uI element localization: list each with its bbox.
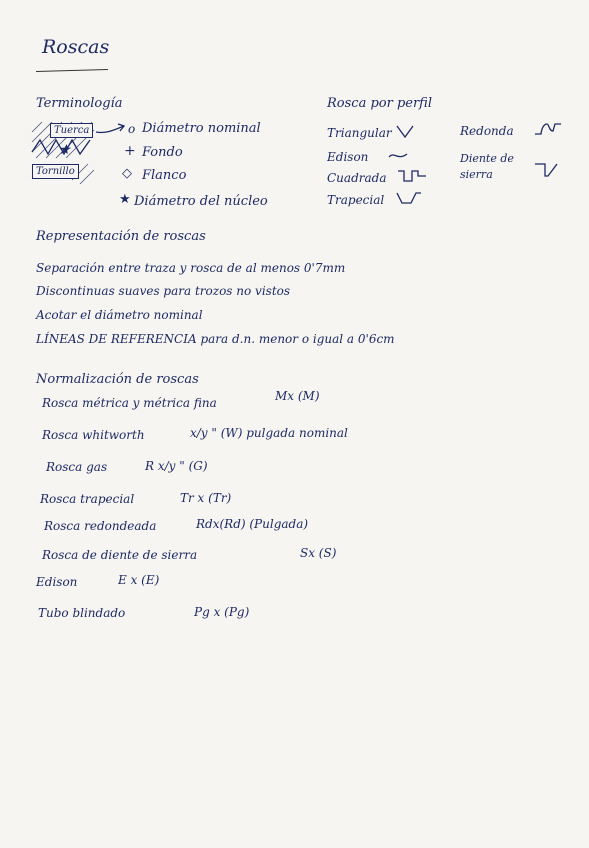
perfil-trapecial: Trapecial: [327, 193, 385, 207]
norm-name-metrica: Rosca métrica y métrica fina: [42, 396, 217, 410]
perfil-edison: Edison: [327, 150, 369, 164]
representacion-line-1: Separación entre traza y rosca de al menos 0'7mm: [36, 261, 346, 275]
bullet-diamond-icon: ◇: [122, 166, 132, 181]
perfil-redonda: Redonda: [460, 124, 514, 138]
star-mark-icon: ★: [58, 142, 71, 158]
norm-name-gas: Rosca gas: [46, 460, 108, 474]
norm-code-diente-sierra: Sx (S): [300, 546, 337, 560]
norm-name-tubo-blindado: Tubo blindado: [38, 606, 126, 620]
norm-code-trapecial: Tr x (Tr): [180, 491, 232, 505]
norm-code-metrica: Mx (M): [275, 389, 320, 403]
normalizacion-heading: Normalización de roscas: [36, 372, 199, 387]
triangular-profile-icon: [397, 126, 413, 138]
tornillo-label: Tornillo: [32, 164, 79, 179]
norm-code-gas: R x/y " (G): [145, 459, 208, 473]
bullet-plus-icon: +: [124, 143, 136, 159]
representacion-line-4: LÍNEAS DE REFERENCIA para d.n. menor o igual a 0'6cm: [36, 332, 395, 346]
bullet-star-icon: ★: [119, 192, 131, 207]
norm-name-edison: Edison: [36, 575, 78, 589]
square-profile-icon: [398, 170, 426, 182]
norm-name-diente-sierra: Rosca de diente de sierra: [42, 548, 198, 562]
trapezoidal-profile-icon: [397, 192, 421, 204]
norm-name-whitworth: Rosca whitworth: [42, 428, 145, 442]
term-item-diametro-nominal: Diámetro nominal: [142, 121, 261, 136]
perfil-triangular: Triangular: [327, 126, 392, 140]
representacion-line-3: Acotar el diámetro nominal: [36, 308, 203, 322]
bleed-through: [139, 50, 150, 85]
edison-profile-icon: [389, 151, 407, 161]
page-title: Roscas: [42, 36, 110, 58]
representacion-heading: Representación de roscas: [36, 229, 206, 244]
term-item-fondo: Fondo: [142, 145, 183, 160]
terminologia-heading: Terminología: [36, 96, 123, 111]
bullet-circle-icon: o: [128, 122, 136, 136]
term-item-flanco: Flanco: [142, 168, 187, 183]
norm-name-trapecial: Rosca trapecial: [40, 492, 135, 506]
norm-code-tubo-blindado: Pg x (Pg): [194, 605, 250, 619]
sawtooth-profile-icon: [535, 163, 557, 177]
perfil-cuadrada: Cuadrada: [327, 171, 387, 185]
norm-code-whitworth: x/y " (W) pulgada nominal: [190, 426, 348, 440]
perfil-diente-sierra: Diente de sierra: [460, 152, 514, 181]
norm-code-edison: E x (E): [118, 573, 160, 587]
norm-name-redondeada: Rosca redondeada: [44, 519, 157, 533]
title-underline: [36, 69, 108, 72]
term-item-diametro-nucleo: Diámetro del núcleo: [134, 194, 268, 209]
representacion-line-2: Discontinuas suaves para trozos no vistos: [36, 284, 291, 298]
norm-code-redondeada: Rdx(Rd) (Pulgada): [196, 517, 309, 531]
perfil-heading: Rosca por perfil: [327, 96, 433, 111]
round-profile-icon: [535, 123, 561, 135]
tuerca-label: Tuerca: [50, 123, 93, 138]
